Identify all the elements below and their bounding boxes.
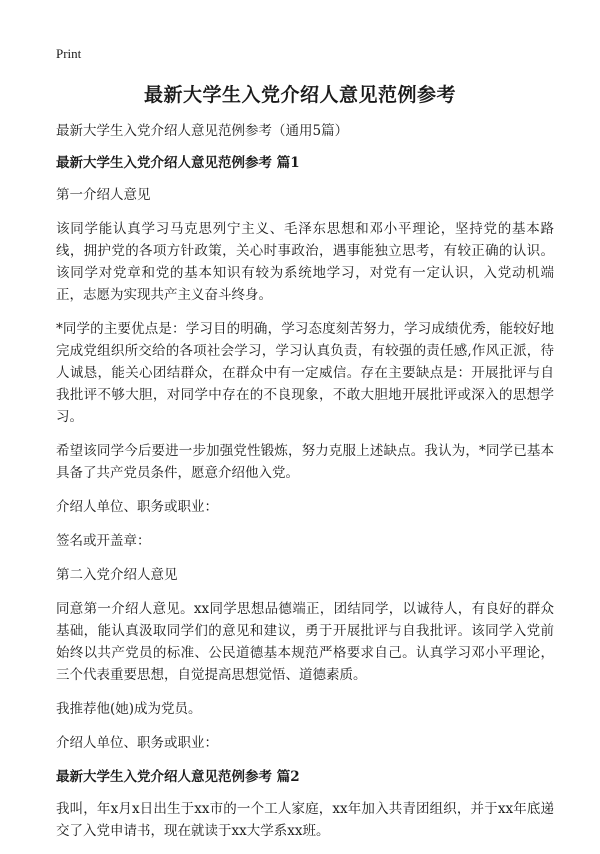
- opinion-label-first: 第一介绍人意见: [56, 187, 151, 203]
- recommendation-line: 我推荐他(她)成为党员。: [56, 701, 202, 717]
- paragraph: 该同学能认真学习马克思列宁主义、毛泽东思想和邓小平理论，坚持党的基本路线，拥护党的各项方针政策，关心时事政治，遇事能独立思考，有较正确的认识。该同学对党章和党的基本知识有较为系统地学习，对党有一定认识，入党动机端正，志愿为实现共产主义奋斗终身。: [56, 221, 554, 303]
- paragraph: 同意第一介绍人意见。xx同学思想品德端正，团结同学，以诚待人，有良好的群众基础，能认真汲取同学们的意见和建议，勇于开展批评与自我批评。该同学入党前始终以共产党员的标准、公民道德基本规范严格要求自己。认真学习邓小平理论，三个代表重要思想，自觉提高思想觉悟、道德素质。: [56, 601, 554, 683]
- paragraph: 希望该同学今后要进一步加强党性锻炼，努力克服上述缺点。我认为，*同学已基本具备了共产党员条件，愿意介绍他入党。: [56, 443, 554, 481]
- section-heading-2: 最新大学生入党介绍人意见范例参考 篇2: [56, 769, 300, 785]
- page-title: 最新大学生入党介绍人意见范例参考: [143, 84, 456, 106]
- opinion-label-second: 第二入党介绍人意见: [56, 567, 178, 583]
- print-label[interactable]: Print: [56, 46, 82, 61]
- document-body: [56, 120, 554, 854]
- paragraph: 我叫，年x月x日出生于xx市的一个工人家庭，xx年加入共青团组织，并于xx年底递交了入党申请书，现在就读于xx大学系xx班。: [56, 801, 554, 839]
- document-subtitle: 最新大学生入党介绍人意见范例参考（通用5篇）: [56, 123, 349, 139]
- introducer-unit-line: 介绍人单位、职务或职业：: [56, 499, 218, 515]
- paragraph: *同学的主要优点是：学习目的明确，学习态度刻苦努力，学习成绩优秀，能较好地完成党组织所交给的各项社会学习，学习认真负责，有较强的责任感,作风正派，待人诚恳，能关心团结群众，在群众中有一定威信。存在主要缺点是：开展批评与自我批评不够大胆，对同学中存在的不良现象，不敢大胆地开展批评或深入的思想学习。: [56, 321, 554, 425]
- section-heading-1: 最新大学生入党介绍人意见范例参考 篇1: [56, 155, 300, 171]
- signature-line: 签名或开盖章：: [56, 533, 151, 549]
- introducer-unit-line: 介绍人单位、职务或职业：: [56, 735, 218, 751]
